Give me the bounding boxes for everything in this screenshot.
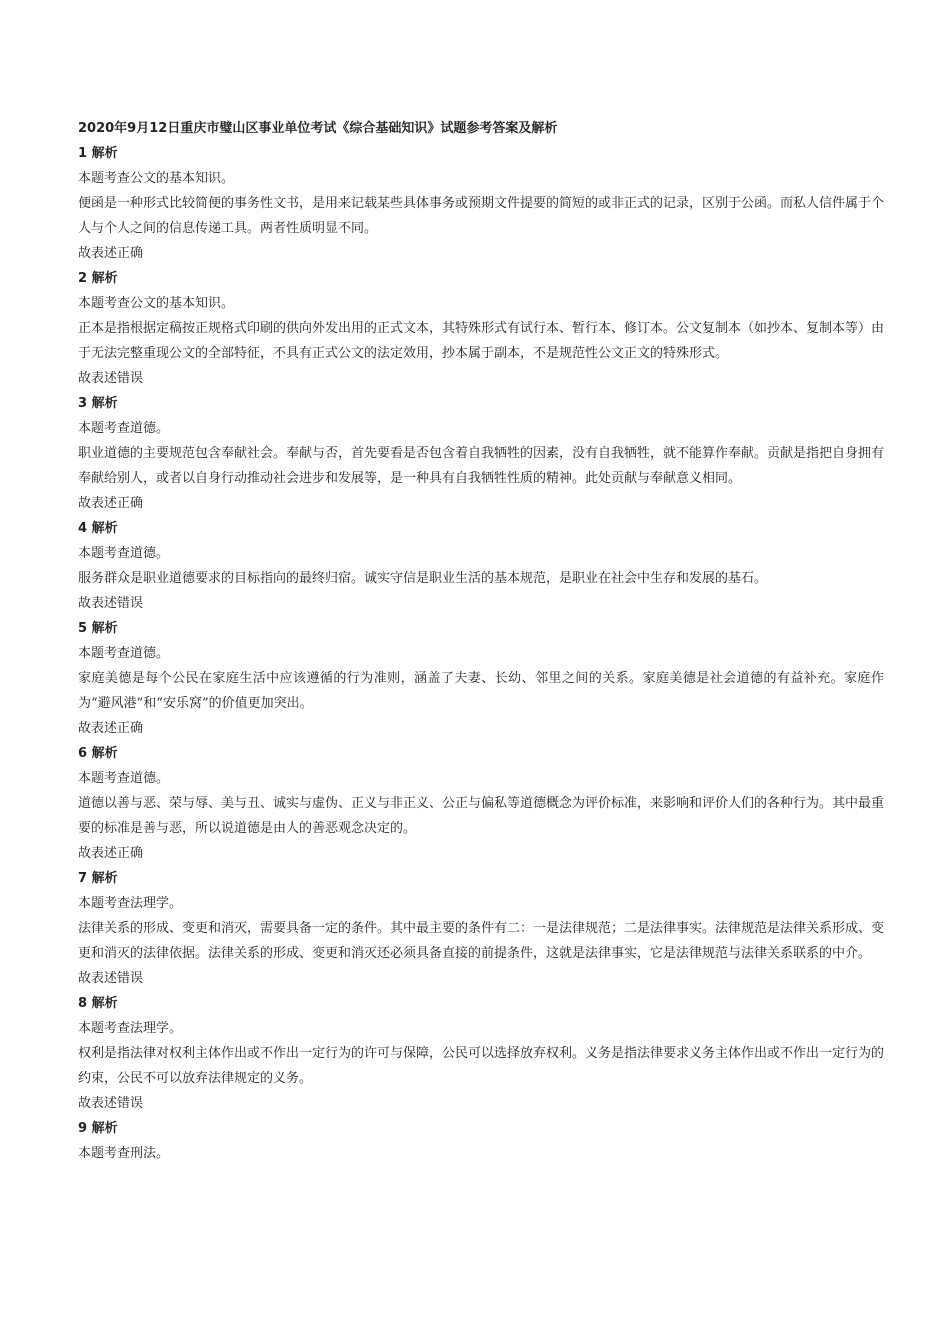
item-body: 家庭美德是每个公民在家庭生活中应该遵循的行为准则，涵盖了夫妻、长幼、邻里之间的关系。家庭美德是社会道德的有益补充。家庭作为“避风港”和“安乐窝”的价值更加突出。 xyxy=(78,671,884,711)
item-heading: 2 解析 xyxy=(78,271,118,286)
item-body: 法律关系的形成、变更和消灭，需要具备一定的条件。其中最主要的条件有二：一是法律规范；二是法律事实。法律规范是法律关系形成、变更和消灭的法律依据。法律关系的形成、变更和消灭还必须具备直接的前提条件，这就是法律事实，它是法律规范与法律关系联系的中介。 xyxy=(78,921,885,961)
answer-item-5 xyxy=(78,616,884,741)
item-topic: 本题考查刑法。 xyxy=(78,1146,170,1161)
item-conclusion: 故表述错误 xyxy=(78,971,144,986)
item-heading: 5 解析 xyxy=(78,621,118,636)
item-conclusion: 故表述正确 xyxy=(78,496,144,511)
item-conclusion: 故表述错误 xyxy=(78,596,144,611)
item-topic: 本题考查道德。 xyxy=(78,421,170,436)
answer-item-7 xyxy=(78,866,884,991)
item-body: 道德以善与恶、荣与辱、美与丑、诚实与虚伪、正义与非正义、公正与偏私等道德概念为评价标准，来影响和评价人们的各种行为。其中最重要的标准是善与恶，所以说道德是由人的善恶观念决定的。 xyxy=(78,796,885,836)
item-heading: 6 解析 xyxy=(78,746,118,761)
item-body: 职业道德的主要规范包含奉献社会。奉献与否，首先要看是否包含着自我牺牲的因素，没有自我牺牲，就不能算作奉献。贡献是指把自身拥有奉献给别人，或者以自身行动推动社会进步和发展等，是一种具有自我牺牲性质的精神。此处贡献与奉献意义相同。 xyxy=(78,446,885,486)
item-conclusion: 故表述正确 xyxy=(78,246,144,261)
item-conclusion: 故表述错误 xyxy=(78,1096,144,1111)
item-topic: 本题考查公文的基本知识。 xyxy=(78,171,235,186)
item-heading: 7 解析 xyxy=(78,871,118,886)
item-topic: 本题考查道德。 xyxy=(78,646,170,661)
document-page xyxy=(78,117,884,1166)
item-topic: 本题考查公文的基本知识。 xyxy=(78,296,235,311)
item-topic: 本题考查法理学。 xyxy=(78,1021,183,1036)
item-body: 便函是一种形式比较简便的事务性文书，是用来记载某些具体事务或预期文件提要的简短的或非正式的记录，区别于公函。而私人信件属于个人与个人之间的信息传递工具。两者性质明显不同。 xyxy=(78,196,885,236)
item-conclusion: 故表述正确 xyxy=(78,846,144,861)
item-body: 服务群众是职业道德要求的目标指向的最终归宿。诚实守信是职业生活的基本规范，是职业在社会中生存和发展的基石。 xyxy=(78,571,768,586)
item-heading: 3 解析 xyxy=(78,396,118,411)
item-conclusion: 故表述错误 xyxy=(78,371,144,386)
item-topic: 本题考查道德。 xyxy=(78,771,170,786)
item-topic: 本题考查道德。 xyxy=(78,546,170,561)
item-heading: 8 解析 xyxy=(78,996,118,1011)
answer-item-8 xyxy=(78,991,884,1116)
item-conclusion: 故表述正确 xyxy=(78,721,144,736)
item-body: 正本是指根据定稿按正规格式印刷的供向外发出用的正式文本，其特殊形式有试行本、暂行本、修订本。公文复制本（如抄本、复制本等）由于无法完整重现公文的全部特征，不具有正式公文的法定效用，抄本属于副本，不是规范性公文正文的特殊形式。 xyxy=(78,321,885,361)
item-body: 权利是指法律对权利主体作出或不作出一定行为的许可与保障，公民可以选择放弃权利。义务是指法律要求义务主体作出或不作出一定行为的约束，公民不可以放弃法律规定的义务。 xyxy=(78,1046,885,1086)
answer-item-1 xyxy=(78,141,884,266)
answer-item-9 xyxy=(78,1116,884,1166)
answer-item-6 xyxy=(78,741,884,866)
item-heading: 9 解析 xyxy=(78,1121,118,1136)
item-topic: 本题考查法理学。 xyxy=(78,896,183,911)
answer-item-2 xyxy=(78,266,884,391)
item-heading: 4 解析 xyxy=(78,521,118,536)
document-title: 2020年9月12日重庆市璧山区事业单位考试《综合基础知识》试题参考答案及解析 xyxy=(78,121,558,136)
item-heading: 1 解析 xyxy=(78,146,118,161)
answer-item-3 xyxy=(78,391,884,516)
answer-item-4 xyxy=(78,516,884,616)
